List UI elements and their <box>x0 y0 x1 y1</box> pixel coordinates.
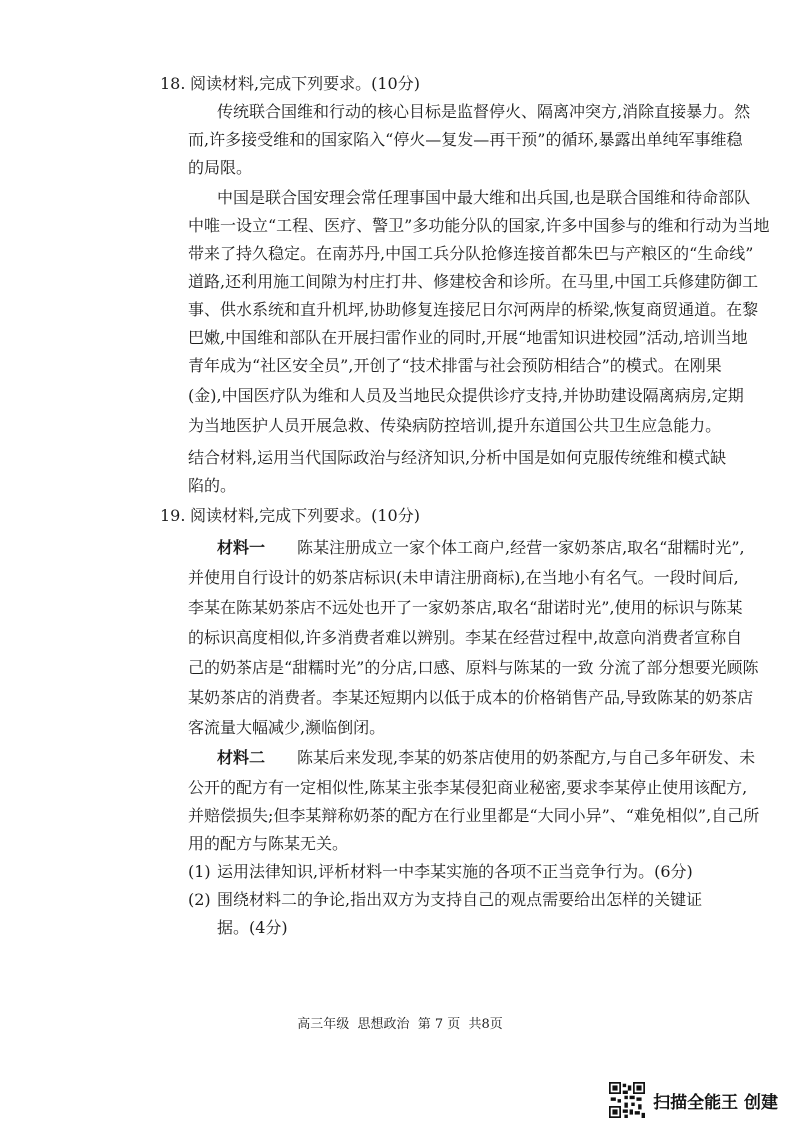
material-1-line: 的标识高度相似,许多消费者难以辨别。李某在经营过程中,故意向消费者宣称自 <box>188 628 743 647</box>
q18-question-line: 结合材料,运用当代国际政治与经济知识,分析中国是如何克服传统维和模式缺 <box>188 448 727 467</box>
scanner-watermark <box>609 1082 778 1118</box>
sub-question-1-number: (1) <box>188 862 211 881</box>
material-2-line: 公开的配方有一定相似性,陈某主张李某侵犯商业秘密,要求李某停止使用该配方, <box>188 778 748 797</box>
material-1-label: 材料一 <box>217 538 266 557</box>
material-1-line: 某奶茶店的消费者。李某还短期内以低于成本的价格销售产品,导致陈某的奶茶店 <box>188 688 754 707</box>
material-2-line: 用的配方与陈某无关。 <box>188 834 349 853</box>
q18-paragraph-line: 事、供水系统和直升机坪,协助修复连接尼日尔河两岸的桥梁,恢复商贸通道。在黎 <box>188 300 759 319</box>
material-1-first-line: 陈某注册成立一家个体工商户,经营一家奶茶店,取名“甜糯时光”, <box>297 538 745 557</box>
material-2-line: 并赔偿损失;但李某辩称奶茶的配方在行业里都是“大同小异”、“难免相似”,自己所 <box>188 806 760 825</box>
q18-paragraph-line: 青年成为“社区安全员”,开创了“技术排雷与社会预防相结合”的模式。在刚果 <box>188 356 722 375</box>
material-1-line: 己的奶茶店是“甜糯时光”的分店,口感、原料与陈某的一致 分流了部分想要光顾陈 <box>188 658 759 677</box>
q18-paragraph-line: 而,许多接受维和的国家陷入“停火—复发—再干预”的循环,暴露出单纯军事维稳 <box>188 130 743 149</box>
q18-question-line: 陷的。 <box>188 476 237 495</box>
sub-question-2-continuation: 据。(4分) <box>217 918 288 937</box>
question-19-heading: 阅读材料,完成下列要求。(10分) <box>190 506 420 525</box>
q18-paragraph-line: 中国是联合国安理会常任理事国中最大维和出兵国,也是联合国维和待命部队 <box>217 188 751 207</box>
question-18-heading: 阅读材料,完成下列要求。(10分) <box>190 74 420 93</box>
q18-paragraph-line: 为当地医护人员开展急救、传染病防控培训,提升东道国公共卫生应急能力。 <box>188 416 722 435</box>
watermark-text: 扫描全能王 创建 <box>653 1092 778 1113</box>
q18-paragraph-line: 传统联合国维和行动的核心目标是监督停火、隔离冲突方,消除直接暴力。然 <box>217 102 751 121</box>
material-2-first-line: 陈某后来发现,李某的奶茶店使用的奶茶配方,与自己多年研发、未 <box>297 748 756 767</box>
material-1-line: 并使用自行设计的奶茶店标识(未申请注册商标),在当地小有名气。一段时间后, <box>188 568 739 587</box>
material-1-line: 客流量大幅减少,濒临倒闭。 <box>188 718 386 737</box>
sub-question-2-text: 围绕材料二的争论,指出双方为支持自己的观点需要给出怎样的关键证 <box>217 890 703 909</box>
page-footer: 高三年级 思想政治 第 7 页 共8页 <box>297 1017 503 1032</box>
q18-paragraph-line: 巴嫩,中国维和部队在开展扫雷作业的同时,开展“地雷知识进校园”活动,培训当地 <box>188 328 748 347</box>
q18-paragraph-line: 道路,还利用施工间隙为村庄打井、修建校舍和诊所。在马里,中国工兵修建防御工 <box>188 272 759 291</box>
qr-code-icon <box>609 1082 645 1118</box>
question-19-number: 19. <box>160 506 186 525</box>
sub-question-2-number: (2) <box>188 890 211 909</box>
q18-paragraph-line: 中唯一设立“工程、医疗、警卫”多功能分队的国家,许多中国参与的维和行动为当地 <box>188 216 770 235</box>
sub-question-1-text: 运用法律知识,评析材料一中李某实施的各项不正当竞争行为。(6分) <box>217 862 693 881</box>
question-18-number: 18. <box>160 74 186 93</box>
material-1-line: 李某在陈某奶茶店不远处也开了一家奶茶店,取名“甜诺时光”,使用的标识与陈某 <box>188 598 743 617</box>
q18-paragraph-line: (金),中国医疗队为维和人员及当地民众提供诊疗支持,并协助建设隔离病房,定期 <box>188 386 744 405</box>
q18-paragraph-line: 带来了持久稳定。在南苏丹,中国工兵分队抢修连接首都朱巴与产粮区的“生命线” <box>188 244 754 263</box>
q18-paragraph-line: 的局限。 <box>188 158 253 177</box>
material-2-label: 材料二 <box>217 748 266 767</box>
